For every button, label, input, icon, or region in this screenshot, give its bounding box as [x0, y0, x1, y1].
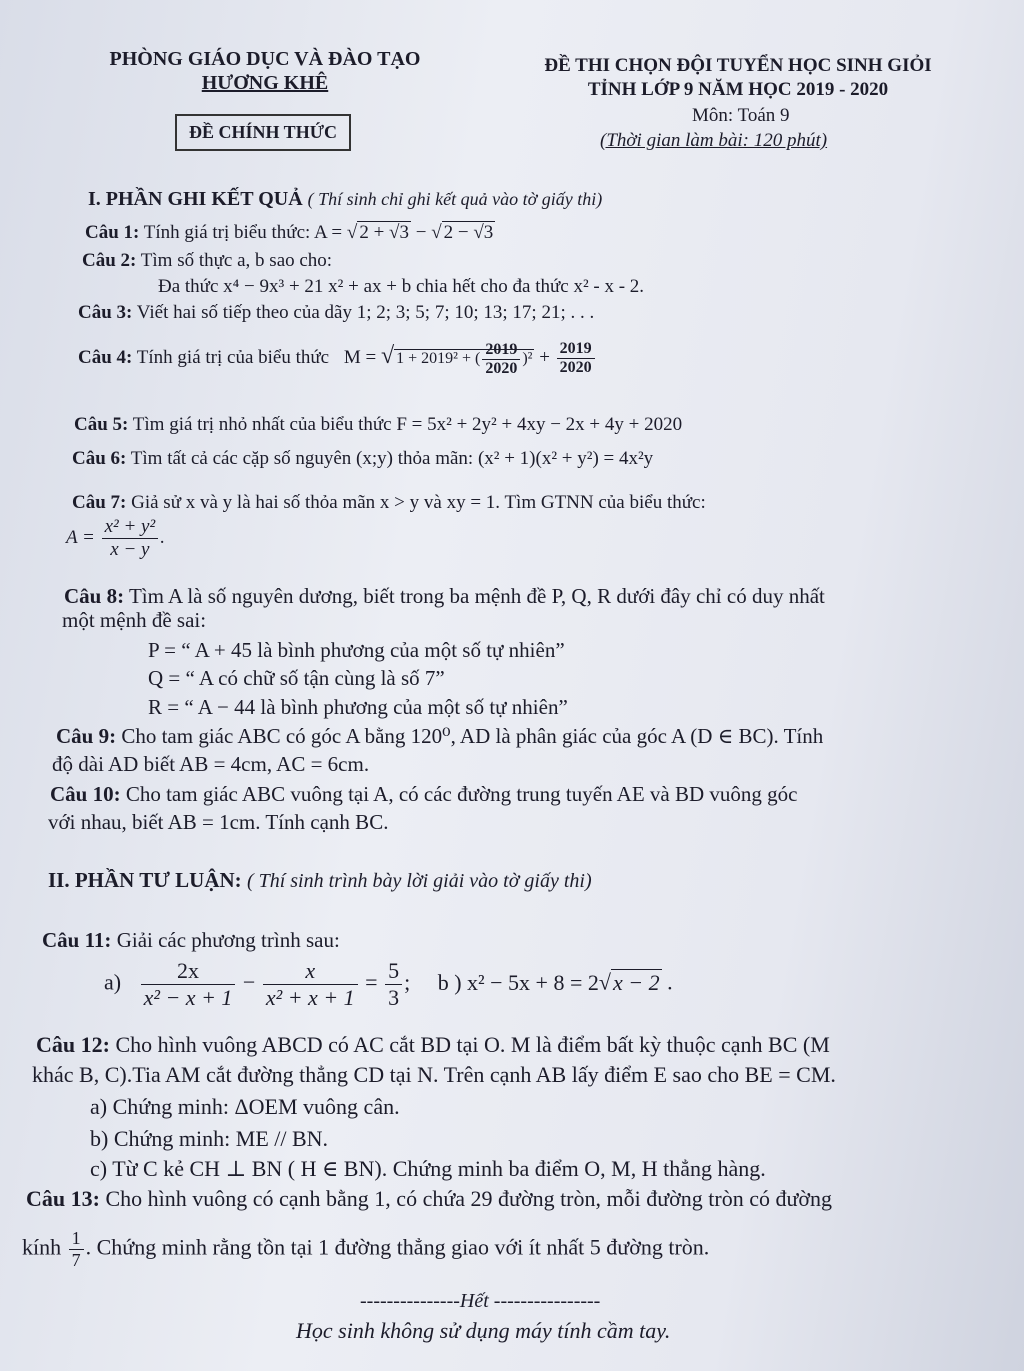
official-label: ĐỀ CHÍNH THỨC [175, 114, 351, 151]
q11-b-end: . [661, 969, 673, 995]
exam-title-line1: ĐỀ THI CHỌN ĐỘI TUYỂN HỌC SINH GIỎI [544, 55, 932, 76]
q6-label: Câu 6: [72, 448, 127, 469]
question-5 [74, 414, 682, 436]
q12-text: Cho hình vuông ABCD có AC cắt BD tại O. M là điểm bất kỳ thuộc cạnh BC (M [115, 1032, 830, 1057]
q2-line2: Đa thức x⁴ − 9x³ + 21 x² + ax + b chia hết cho đa thức x² - x - 2. [158, 276, 645, 297]
q11-minus: − [242, 969, 256, 995]
q8-text: Tìm A là số nguyên dương, biết trong ba mệnh đề P, Q, R dưới đây chỉ có duy nhất [128, 584, 825, 608]
q8-q: Q = “ A có chữ số tận cùng là số 7” [148, 666, 445, 690]
part2-note: ( Thí sinh trình bày lời giải vào tờ giấy thi) [246, 870, 592, 892]
q11-f1-den: x² − x + 1 [143, 985, 233, 1010]
question-7 [72, 492, 706, 514]
q10-label: Câu 10: [50, 782, 121, 806]
q13-label: Câu 13: [26, 1186, 100, 1211]
q4-frac2-num: 2019 [557, 340, 595, 359]
q4-frac-num: 2019 [482, 341, 520, 360]
department-line1: PHÒNG GIÁO DỤC VÀ ĐÀO TẠO [109, 48, 421, 70]
question-3 [78, 302, 594, 324]
q8-line2: một mệnh đề sai: [62, 608, 207, 632]
q1-text: Tính giá trị biểu thức: A = [143, 222, 347, 243]
q4-m: M = [343, 346, 377, 368]
q7-expression: A = $\frac{\text{x² + y²}}{x - y}$ . [66, 516, 165, 560]
q11-semi: ; [404, 969, 411, 995]
q4-inner: 1 + 2019² + ( [396, 349, 481, 367]
q1-label: Câu 1: [85, 222, 140, 243]
q13-text: Cho hình vuông có cạnh bằng 1, có chứa 29 đường tròn, mỗi đường tròn có đường [105, 1186, 833, 1211]
q11-a: a) [104, 969, 122, 995]
part1-title: I. PHẦN GHI KẾT QUẢ [88, 188, 303, 210]
q12-b: b) Chứng minh: ME // BN. [90, 1126, 329, 1151]
question-1: Câu 1: Tính giá trị biểu thức: A = √ 2 + √3 − √ 2 − √3 [85, 222, 494, 243]
q11-equations: a) $\frac{2x}{\text{x² − x + 1}}$ − $\frac{x}{\text{x² + x + 1}}$ = $\frac{5}{3}$ ; b ) x² − 5x + 8 = 2√x − 2 . [104, 958, 673, 1010]
question-2 [82, 250, 332, 272]
q12-a: a) Chứng minh: ΔOEM vuông cân. [90, 1094, 400, 1119]
q4-plus: + [539, 346, 550, 368]
q11-f3-den: 3 [388, 985, 400, 1010]
end-marker: ---------------Hết ---------------- [360, 1290, 601, 1312]
q9-text: Cho tam giác ABC có góc A bằng 120⁰, AD là phân giác của góc A (D ∈ BC). Tính [121, 724, 824, 748]
q4-frac2-den: 2020 [559, 359, 592, 376]
q13-num: 1 [69, 1228, 84, 1250]
q8-label: Câu 8: [64, 584, 125, 608]
q11-eq: = [365, 969, 378, 995]
exam-title-line2: TỈNH LỚP 9 NĂM HỌC 2019 - 2020 [587, 79, 889, 100]
q7-den: x − y [110, 539, 150, 560]
question-13 [26, 1186, 832, 1212]
q10-text: Cho tam giác ABC vuông tại A, có các đường trung tuyến AE và BD vuông góc [125, 782, 798, 806]
q7-num: x² + y² [102, 516, 159, 539]
q13-text2: . Chứng minh rằng tồn tại 1 đường thẳng giao với ít nhất 5 đường tròn. [85, 1234, 710, 1260]
q11-f3-num: 5 [385, 958, 402, 985]
q10-line2: với nhau, biết AB = 1cm. Tính cạnh BC. [48, 810, 389, 834]
q3-text: Viết hai số tiếp theo của dãy 1; 2; 3; 5; 7; 10; 13; 17; 21; . . . [136, 302, 595, 323]
q1-sqrt-b: 2 − √3 [443, 222, 494, 243]
question-6 [72, 448, 653, 470]
department-line2: HƯƠNG KHÊ [201, 72, 329, 94]
question-11 [42, 928, 340, 953]
q11-b-sqrt: x − 2 [612, 969, 660, 995]
q4-text: Tính giá trị của biểu thức [136, 346, 330, 368]
question-9 [56, 724, 823, 749]
q13-den: 7 [71, 1250, 81, 1270]
q3-label: Câu 3: [78, 302, 133, 323]
q5-text: Tìm giá trị nhỏ nhất của biểu thức F = 5x² + 2y² + 4xy − 2x + 4y + 2020 [132, 414, 683, 435]
q11-b: b ) x² − 5x + 8 = 2 [437, 969, 599, 995]
part1-note: ( Thí sinh chỉ ghi kết quả vào tờ giấy thi) [307, 189, 603, 209]
q11-f2-num: x [263, 958, 358, 985]
q13-kinh: kính [22, 1234, 62, 1260]
q4-close: )² [522, 349, 533, 367]
q11-f2-den: x² + x + 1 [265, 985, 355, 1010]
q5-label: Câu 5: [74, 414, 129, 435]
q6-text: Tìm tất cả các cặp số nguyên (x;y) thỏa mãn: (x² + 1)(x² + y²) = 4x²y [130, 448, 654, 469]
q1-minus: − [410, 222, 432, 243]
q12-line2: khác B, C).Tia AM cắt đường thẳng CD tại N. Trên cạnh AB lấy điểm E sao cho BE = CM. [32, 1062, 836, 1087]
q8-p: P = “ A + 45 là bình phương của một số tự nhiên” [148, 638, 565, 662]
q4-label: Câu 4: [78, 346, 133, 368]
q7-a: A = [66, 526, 95, 548]
question-8 [64, 584, 825, 609]
q8-r: R = “ A − 44 là bình phương của một số tự nhiên” [148, 695, 568, 719]
subject: Môn: Toán 9 [692, 105, 790, 126]
duration: (Thời gian làm bài: 120 phút) [600, 130, 828, 151]
q11-label: Câu 11: [42, 928, 112, 952]
question-12 [36, 1032, 830, 1058]
q12-c: c) Từ C kẻ CH ⊥ BN ( H ∈ BN). Chứng minh ba điểm O, M, H thẳng hàng. [90, 1156, 766, 1181]
part1-heading [88, 188, 602, 211]
question-4: Câu 4: Tính giá trị của biểu thức M = √ 1 + 2019² + ( $\frac{2019}{2020}$ )² + $\frac{2019}{2020}$ [78, 340, 597, 378]
q7-label: Câu 7: [72, 492, 127, 513]
q7-text: Giả sử x và y là hai số thỏa mãn x > y và xy = 1. Tìm GTNN của biểu thức: [131, 492, 706, 513]
part2-heading [48, 868, 592, 893]
q1-sqrt-a: 2 + √3 [359, 222, 409, 243]
question-10 [50, 782, 798, 807]
q9-line2: độ dài AD biết AB = 4cm, AC = 6cm. [52, 752, 370, 776]
footer-note: Học sinh không sử dụng máy tính cầm tay. [296, 1318, 671, 1343]
q2-label: Câu 2: [82, 250, 137, 271]
q11-text: Giải các phương trình sau: [116, 928, 340, 952]
q11-f1-num: 2x [141, 958, 236, 985]
q2-text: Tìm số thực a, b sao cho: [140, 250, 333, 271]
part2-title: II. PHẦN TƯ LUẬN: [48, 868, 242, 892]
q13-line2 [22, 1228, 709, 1271]
q12-label: Câu 12: [36, 1032, 110, 1057]
q4-frac-den: 2020 [485, 359, 518, 377]
q9-label: Câu 9: [56, 724, 117, 748]
